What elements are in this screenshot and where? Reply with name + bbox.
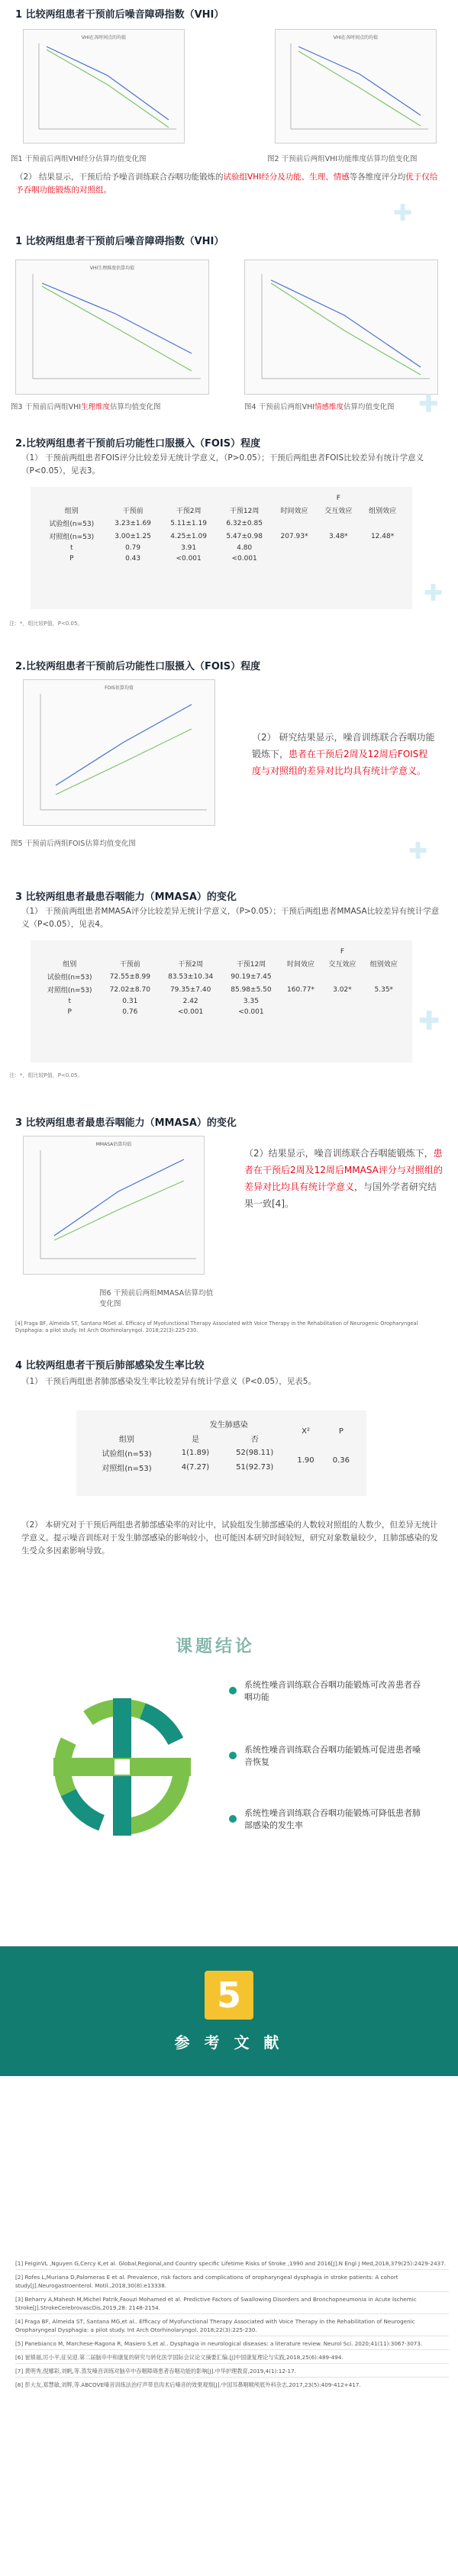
bullet-icon bbox=[229, 1815, 237, 1823]
fois-table bbox=[38, 493, 405, 564]
series-line bbox=[56, 704, 192, 785]
table-group-header: 发生肺感染 bbox=[209, 1421, 248, 1430]
reference-item: [2] Rofes L,Muriana D,Palomeras E et al. Prevalence, risk factors and complications of oropharyngeal dysphagia in stroke patients: A cohort study[J].Neurogastroenterol. Motil.,2018,30(8):e13338. bbox=[15, 2274, 398, 2289]
infection-paragraph-1: （1） 干预后两组患者肺部感染发生率比较差异有统计学意义（P<0.05），见表5。 bbox=[21, 1377, 316, 1386]
mmasa-table-card bbox=[31, 940, 412, 1062]
chart-title: MMASA估算均值 bbox=[95, 1142, 132, 1147]
section-title-mmasa: 3 比较两组患者最患吞咽能力（MMASA）的变化 bbox=[15, 891, 237, 903]
figure-caption-2: 图2 干预前后两组VHI功能维度估算均值变化图 bbox=[267, 155, 418, 163]
series-line bbox=[42, 283, 192, 353]
reference-item: [5] Panebianco M, Marchese-Ragona R, Masiero S,et al.. Dysphagia in neurological diseases: a literature review. Neurol Sci. 2020;41(11):3067-3073. bbox=[15, 2340, 423, 2347]
reference-item: [1] FeiginVL ,Nguyen G,Cercy K,et al. Global,Regional,and Country specific Lifetime Risks of Stroke ,1990 and 2016[J].N Engl J Med,2018,379(25):2429-2437. bbox=[15, 2260, 447, 2267]
series-line bbox=[42, 286, 192, 371]
table-f-header: F bbox=[340, 948, 345, 956]
table-row: 对照组(n=53) 4(7.27) 51(92.73) bbox=[102, 1463, 274, 1473]
reference-note: [4] Fraga BF, Almeida ST, Santana MGet al. Efficacy of Myofunctional Therapy Associated with Voice Therapy in the Rehabilitation of Neurogenic Oropharyngeal Dysphagia: a pilot study. Int Arch Otorhinolaryngol. 2018;22(3):225-230. bbox=[15, 1320, 418, 1333]
table-row: 试验组(n=53) 1(1.89) 52(98.11) 1.90 0.36 bbox=[102, 1449, 350, 1465]
section-title-vhi: 1 比较两组患者干预前后噪音障碍指数（VHI） bbox=[15, 9, 224, 21]
chart-title: FOIS估算均值 bbox=[105, 685, 134, 691]
vhi-physiology-chart bbox=[15, 260, 209, 395]
fois-paragraph: （1） 干预前两组患者FOIS评分比较差异无统计学意义，（P>0.05）；干预后两组患者FOIS比较差异有统计学意义（P<0.05），见表3。 bbox=[21, 453, 424, 476]
figure-caption-1: 图1 干预前后两组VHI经分估算均值变化图 bbox=[11, 155, 147, 163]
chart-title: VHI在各时间点的均值 bbox=[81, 35, 127, 40]
chart-title: VHI在各时间点的均值 bbox=[333, 35, 379, 40]
section-number-badge: 5 bbox=[205, 1971, 253, 2020]
series-line bbox=[54, 1181, 184, 1240]
table-row: P 0.43 <0.001 <0.001 bbox=[69, 555, 257, 563]
table-row: t 0.31 2.42 3.35 bbox=[68, 998, 259, 1005]
series-line bbox=[298, 47, 421, 115]
series-line bbox=[54, 1159, 184, 1236]
table-row: 对照组(n=53) 72.02±8.70 79.35±7.40 85.98±5.50 160.77* 3.02* 5.35* bbox=[47, 985, 394, 995]
figure-caption-3: 图3 干预前后两组VHI生理维度估算均值变化图 bbox=[11, 403, 161, 411]
table-note: 注：*，组比较P值，P<0.05。 bbox=[9, 1072, 83, 1078]
reference-item: [7] 黄明秀,倪娜彩,刘帆,等.蒸发嗓音训练对脑卒中吞咽障碍患者吞咽功能的影响[J].中华护理教育,2019,4(1):12-17. bbox=[15, 2368, 296, 2374]
vhi-total-chart bbox=[23, 29, 185, 143]
reference-item: [8] 彭大友,郑慧敏,刘辉,等.ABCOVE嗓音训练法治疗声带息肉术后嗓音的效果观察[J].中国耳鼻咽喉颅底外科杂志,2017,23(5):409-412+417. bbox=[15, 2381, 361, 2388]
plus-decoration-icon: ✚ bbox=[424, 580, 443, 607]
figure-caption-4: 图4 干预前后两组VHI情感维度估算均值变化图 bbox=[244, 403, 395, 411]
infection-paragraph-2: （2） 本研究对于干预后两组患者肺部感染率的对比中，试验组发生肺部感染的人数较对照组的人数少，但差异无统计学意义。提示噪音训练对于发生肺部感染的影响较小，也可能因本研究时间较短，研究对象数量较少，且肺部感染的发生受众多因素影响导致。 bbox=[21, 1520, 438, 1556]
mmasa-chart bbox=[23, 1136, 205, 1275]
plus-decoration-icon: ✚ bbox=[418, 389, 439, 418]
mmasa-paragraph: （1） 干预前两组患者MMASA评分比较差异无统计学意义，（P>0.05）；干预后两组患者MMASA比较差异有统计学意义（P<0.05），见表4。 bbox=[21, 907, 440, 929]
section-title-fois: 2.比较两组患者干预前后功能性口服摄入（FOIS）程度 bbox=[15, 438, 261, 450]
reference-list bbox=[15, 2259, 449, 2389]
bullet-icon bbox=[229, 1687, 237, 1694]
fois-result-paragraph: （2） 研究结果显示，噪音训练联合吞咽功能锻炼下，患者在干预后2周及12周后FOIS程度与对照组的差异对比均具有统计学意义。 bbox=[252, 732, 435, 776]
vhi-emotion-chart bbox=[244, 260, 438, 395]
section-title-vhi-2: 1 比较两组患者干预前后噪音障碍指数（VHI） bbox=[15, 236, 224, 247]
vhi-function-chart bbox=[275, 29, 437, 143]
conclusion-item-3: 系统性噪音训练联合吞咽功能锻炼可降低患者肺部感染的发生率 bbox=[244, 1808, 421, 1830]
infection-table-card bbox=[76, 1411, 366, 1496]
table-f-header: F bbox=[336, 495, 340, 502]
series-line bbox=[271, 283, 421, 375]
table-row: 试验组(n=53) 3.23±1.69 5.11±1.19 6.32±0.85 bbox=[49, 519, 263, 528]
table-note: 注：*，组比较P值，P<0.05。 bbox=[9, 621, 83, 627]
table-row: 试验组(n=53) 72.55±8.99 83.53±10.34 90.19±7.45 bbox=[47, 972, 272, 982]
table-header-row: 组别 是 否 bbox=[119, 1436, 259, 1444]
section-title-infection: 4 比较两组患者干预后肺部感染发生率比较 bbox=[15, 1360, 205, 1372]
series-line bbox=[298, 51, 421, 126]
section-title-mmasa-2: 3 比较两组患者最患吞咽能力（MMASA）的变化 bbox=[15, 1117, 237, 1129]
fois-chart bbox=[23, 679, 215, 826]
conclusion-logo bbox=[31, 1675, 214, 1859]
table-header-row: 组别 干预前 干预2周 干预12周 时间效应 交互效应 组别效应 bbox=[64, 508, 397, 515]
section-title-fois-2: 2.比较两组患者干预前后功能性口服摄入（FOIS）程度 bbox=[15, 661, 261, 672]
plus-decoration-icon: ✚ bbox=[418, 1006, 440, 1037]
table-header-row: 组别 干预前 干预2周 干预12周 时间效应 交互效应 组别效应 bbox=[63, 961, 398, 969]
fois-table-card bbox=[31, 487, 412, 609]
table-row: t 0.79 3.91 4.80 bbox=[70, 544, 253, 552]
figure-caption-6: 图6 干预前后两组MMASA估算均值变化图 bbox=[99, 1289, 214, 1308]
mmasa-result-paragraph: （2）结果显示，噪音训练联合吞咽能锻炼下，患者在干预后2周及12周后MMASA评分与对照组的差异对比均具有统计学意义，与国外学者研究结果一致[4]。 bbox=[244, 1148, 443, 1209]
table-row: 对照组(n=53) 3.00±1.25 4.25±1.09 5.47±0.98 207.93* 3.48* 12.48* bbox=[49, 532, 395, 541]
chart-title: VHI生理维度估算均值 bbox=[89, 266, 135, 271]
series-line bbox=[56, 729, 192, 795]
series-line bbox=[271, 280, 421, 367]
table-row: P 0.76 <0.001 <0.001 bbox=[67, 1008, 264, 1016]
references-title: 参 考 文 献 bbox=[174, 2033, 284, 2052]
series-line bbox=[47, 50, 169, 127]
plus-decoration-icon: ✚ bbox=[393, 200, 413, 227]
conclusion-item-2: 系统性噪音训练联合吞咽功能锻炼可促进患者嗓音恢复 bbox=[244, 1745, 421, 1767]
plus-decoration-icon: ✚ bbox=[408, 838, 428, 865]
reference-item: [6] 崔镇福,厉小平,征吴迎.第二届脑卒中和康复的研究与转化医学国际会议论文摘要汇编.[J]中国康复理论与实践,2018,25(6):489-494. bbox=[15, 2354, 344, 2361]
conclusion-item-1: 系统性噪音训练联合吞咽功能锻炼可改善患者吞咽功能 bbox=[244, 1680, 421, 1702]
conclusion-title: 课题结论 bbox=[176, 1637, 256, 1656]
bullet-icon bbox=[229, 1752, 237, 1759]
infection-table: 发生肺感染 X² P 组别 是 否 试验组(n=53) 1(1.89) 52(98.11) 1.90 0.36 对照组(n=53) 4(7.27) 51(92.73) bbox=[84, 1417, 359, 1475]
mmasa-table bbox=[38, 946, 405, 1017]
vhi-result-paragraph: （2） 结果显示，干预后给予噪音训练联合吞咽功能锻炼的试验组VHI经分及功能、生理、情感等各维度评分均优于仅给予吞咽功能锻炼的对照组。 bbox=[15, 172, 438, 195]
reference-item: [4] Fraga BF, Almeida ST, Santana MG,et al.. Efficacy of Myofunctional Therapy Associated with Voice Therapy in the Rehabilitation of Neurogenic Oropharyngeal Dysphagia: a pilot study. Int Arch Otorhinolaryngol. 2018;22(3):225-230. bbox=[15, 2318, 415, 2333]
figure-caption-5: 图5 干预前后两组FOIS估算均值变化图 bbox=[11, 840, 136, 848]
series-line bbox=[47, 47, 169, 120]
reference-item: [3] Beharry A,Mahesh M,Michel Patrik,Faouzi Mohamed et al. Predictive Factors of Swallowing Disorders and Bronchopneumonia in Acute Ischemic Stroke[J].StrokeCerebrovascDis,2019,28: 2148-2154. bbox=[15, 2296, 417, 2311]
